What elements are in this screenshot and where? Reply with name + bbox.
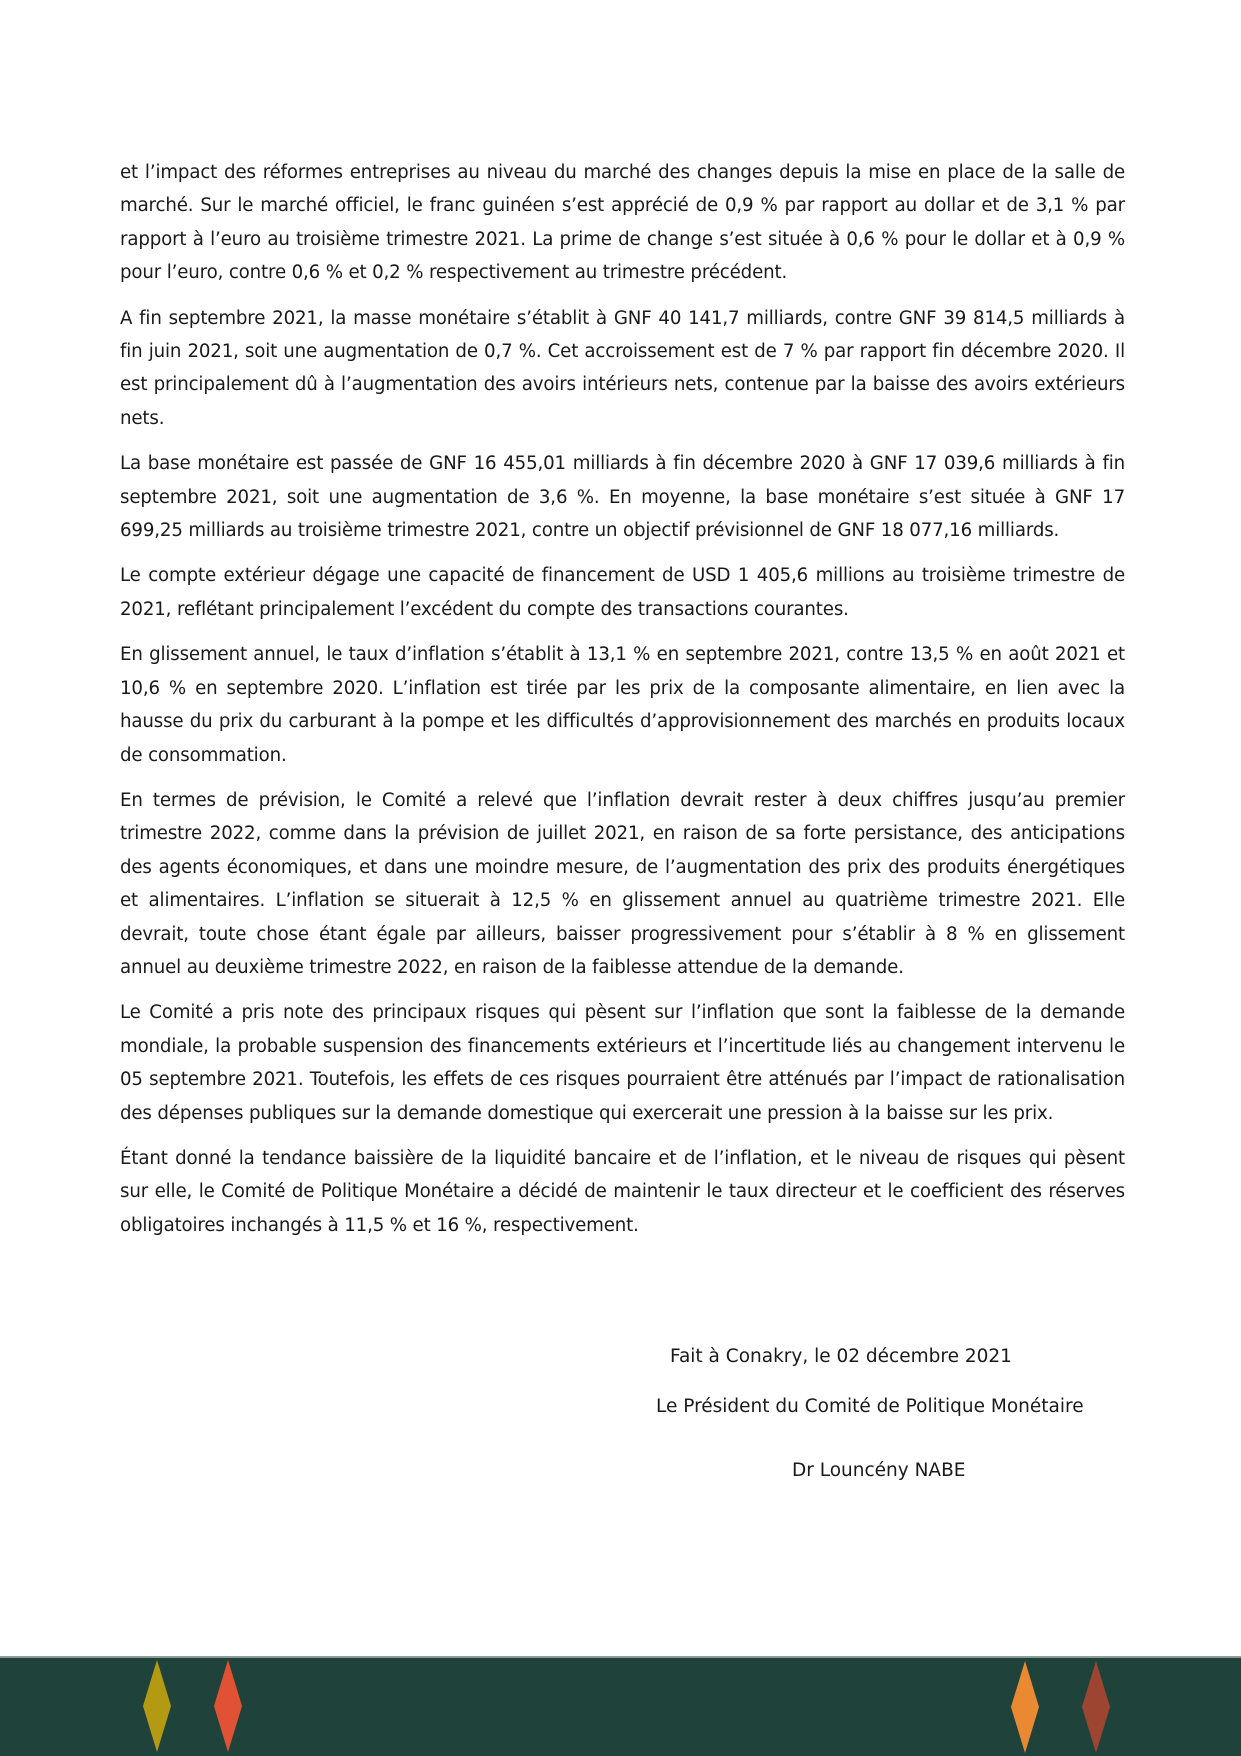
signatory-name: Dr Louncény NABE [792, 1460, 966, 1481]
paragraph-money-supply: A fin septembre 2021, la masse monétaire s’établit à GNF 40 141,7 milliards, contre GNF 39 814,5 milliards à fin juin 2021, soit une augmentation de 0,7 %. Cet accroissement est de 7 % par rapport fin décembre 2020. Il est principalement dû à l’augmentation des avoirs intérieurs nets, contenue par la baisse des avoirs extérieurs nets. [120, 307, 1125, 429]
paragraph-monetary-base: La base monétaire est passée de GNF 16 455,01 milliards à fin décembre 2020 à GNF 17 039,6 milliards à fin septembre 2021, soit une augmentation de 3,6 %. En moyenne, la base monétaire s’est située à GNF 17 699,25 milliards au troisième trimestre 2021, contre un objectif prévisionnel de GNF 18 077,16 milliards. [120, 453, 1125, 542]
footer-band [0, 1656, 1241, 1756]
diamond-icon [214, 1660, 242, 1752]
paragraph-exchange-rate: et l’impact des réformes entreprises au niveau du marché des changes depuis la mise en place de la salle de marché. Sur le marché officiel, le franc guinéen s’est apprécié de 0,9 % par rapport au dollar et de 3,1 % par rapport à l’euro au troisième trimestre 2021. La prime de change s’est située à 0,6 % pour le dollar et à 0,9 % pour l’euro, contre 0,6 % et 0,2 % respectivement au trimestre précédent. [120, 162, 1125, 284]
paragraph-inflation: En glissement annuel, le taux d’inflation s’établit à 13,1 % en septembre 2021, contre 13,5 % en août 2021 et 10,6 % en septembre 2020. L’inflation est tirée par les prix de la composante alimentaire, en lien avec la hausse du prix du carburant à la pompe et les difficultés d’approvisionnement des marchés en produits locaux de consommation. [120, 644, 1125, 766]
paragraph-external-account: Le compte extérieur dégage une capacité de financement de USD 1 405,6 millions au troisième trimestre de 2021, reflétant principalement l’excédent du compte des transactions courantes. [120, 565, 1125, 620]
document-body [120, 156, 1125, 1254]
paragraph-risks: Le Comité a pris note des principaux risques qui pèsent sur l’inflation que sont la faiblesse de la demande mondiale, la probable suspension des financements extérieurs et l’incertitude liés au changement intervenu le 05 septembre 2021. Toutefois, les effets de ces risques pourraient être atténués par l’impact de rationalisation des dépenses publiques sur la demande domestique qui exercerait une pression à la baisse sur les prix. [120, 1002, 1125, 1124]
diamond-icon [1011, 1661, 1039, 1753]
diamond-icon [143, 1660, 171, 1752]
paragraph-decision: Étant donné la tendance baissière de la liquidité bancaire et de l’inflation, et le niveau de risques qui pèsent sur elle, le Comité de Politique Monétaire a décidé de maintenir le taux directeur et le coefficient des réserves obligatoires inchangés à 11,5 % et 16 %, respectivement. [120, 1147, 1125, 1236]
place-date: Fait à Conakry, le 02 décembre 2021 [670, 1346, 1012, 1367]
footer-decoration [0, 1658, 1241, 1756]
signatory-title: Le Président du Comité de Politique Monétaire [656, 1396, 1084, 1417]
paragraph-forecast: En termes de prévision, le Comité a relevé que l’inflation devrait rester à deux chiffres jusqu’au premier trimestre 2022, comme dans la prévision de juillet 2021, en raison de sa forte persistance, des anticipations des agents économiques, et dans une moindre mesure, de l’augmentation des prix des produits énergétiques et alimentaires. L’inflation se situerait à 12,5 % en glissement annuel au quatrième trimestre 2021. Elle devrait, toute chose étant égale par ailleurs, baisser progressivement pour s’établir à 8 % en glissement annuel au deuxième trimestre 2022, en raison de la faiblesse attendue de la demande. [120, 789, 1125, 978]
diamond-icon [1082, 1661, 1110, 1753]
